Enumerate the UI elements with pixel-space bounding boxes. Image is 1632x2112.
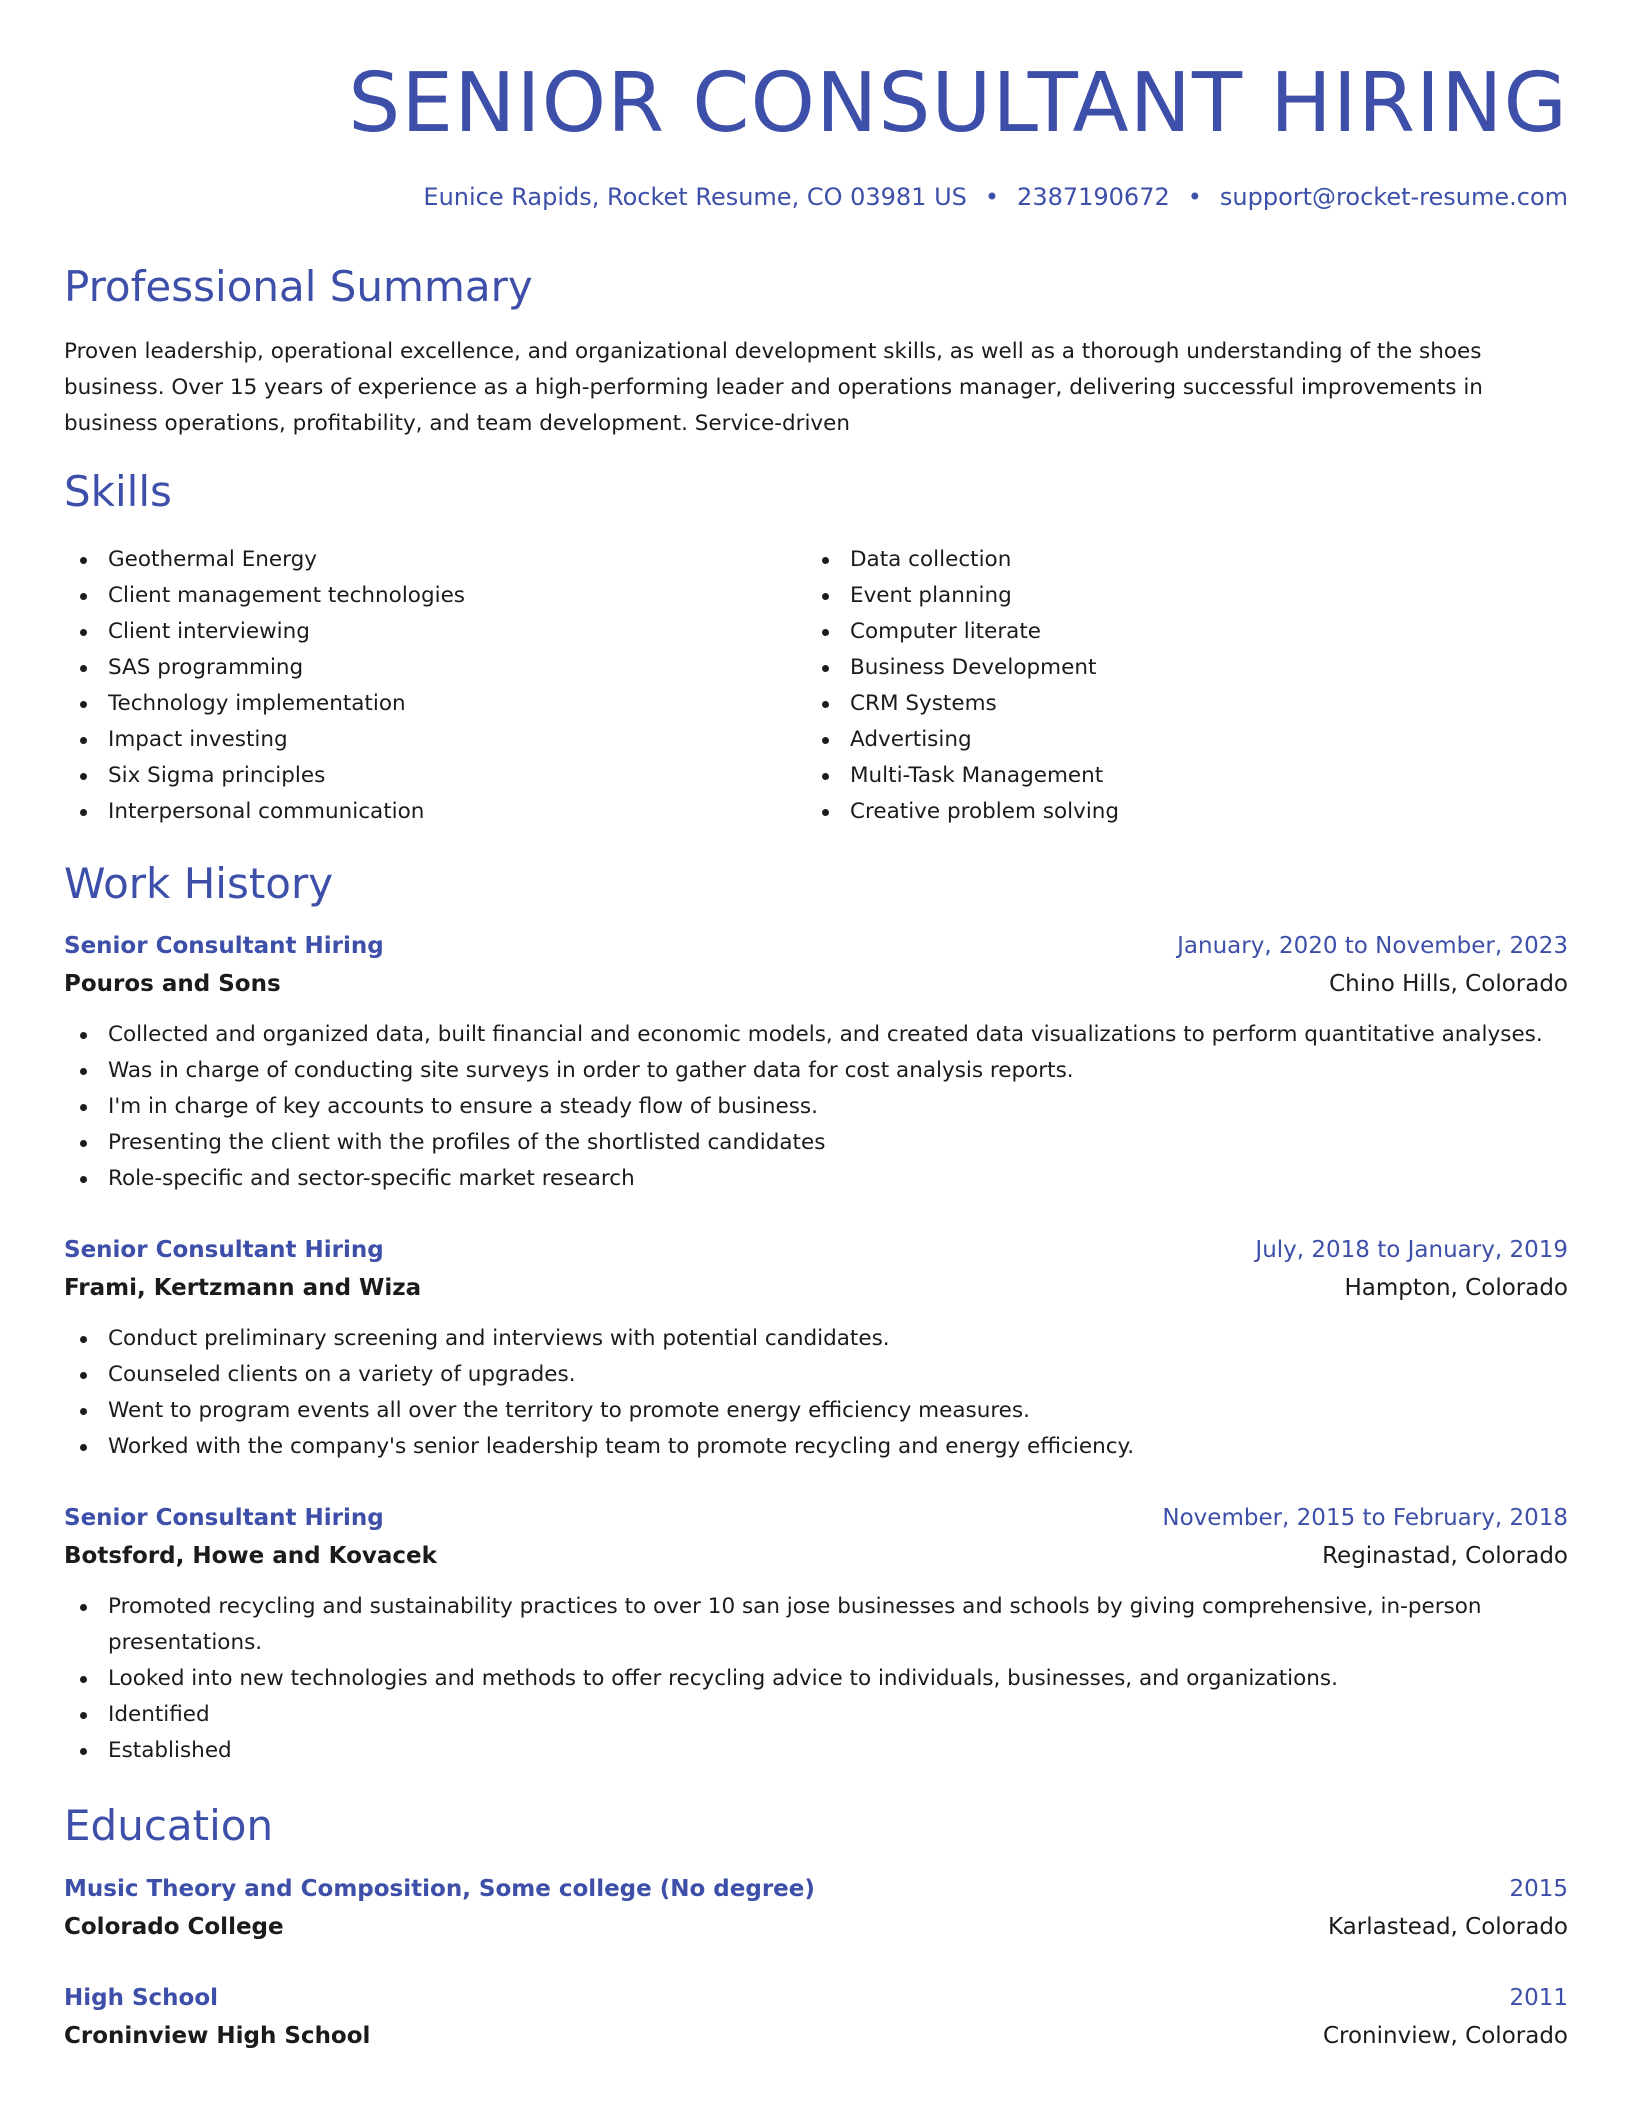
job-role: Senior Consultant Hiring <box>64 933 384 959</box>
job-company: Botsford, Howe and Kovacek <box>64 1543 437 1569</box>
education-degree: High School <box>64 1985 219 2011</box>
resume-title: SENIOR CONSULTANT HIRING <box>348 56 1568 151</box>
work-entry <box>64 1231 1568 1465</box>
job-bullet: Looked into new technologies and methods to offer recycling advice to individuals, businesses, and organizations. <box>64 1661 1568 1697</box>
skill-item: Technology implementation <box>64 686 465 722</box>
job-bullet: Role-specific and sector-specific market research <box>64 1161 1568 1197</box>
job-company: Pouros and Sons <box>64 971 281 997</box>
job-bullet: Promoted recycling and sustainability practices to over 10 san jose businesses and schools by giving comprehensive, in-person presentations. <box>64 1589 1568 1661</box>
skill-item: SAS programming <box>64 650 465 686</box>
work-entry <box>64 1499 1568 1769</box>
education-heading: Education <box>64 1801 274 1850</box>
education-year: 2015 <box>1509 1876 1568 1902</box>
job-bullet: Identified <box>64 1697 1568 1733</box>
contact-address: Eunice Rapids, Rocket Resume, CO 03981 US <box>423 183 967 211</box>
education-location: Croninview, Colorado <box>1322 2023 1568 2049</box>
job-bullet: Worked with the company's senior leadership team to promote recycling and energy efficiency. <box>64 1429 1568 1465</box>
job-location: Hampton, Colorado <box>1344 1275 1568 1301</box>
job-dates: November, 2015 to February, 2018 <box>1162 1505 1568 1531</box>
job-dates: January, 2020 to November, 2023 <box>1177 933 1568 959</box>
contact-separator: • <box>1187 183 1202 211</box>
skill-item: Advertising <box>806 722 1119 758</box>
education-school: Croninview High School <box>64 2023 371 2049</box>
skill-item: Interpersonal communication <box>64 794 465 830</box>
summary-text: Proven leadership, operational excellence, and organizational development skills, as well as a thorough understanding of the shoes business. Over 15 years of experience as a high-performing leader and operations manager, delivering successful improvements in business operations, profitability, and team development. Service-driven <box>64 339 1483 436</box>
summary-heading: Professional Summary <box>64 262 533 311</box>
skill-item: Data collection <box>806 542 1119 578</box>
skill-item: Creative problem solving <box>806 794 1119 830</box>
contact-phone: 2387190672 <box>1017 183 1170 211</box>
job-location: Reginastad, Colorado <box>1322 1543 1568 1569</box>
skill-item: Multi-Task Management <box>806 758 1119 794</box>
contact-line <box>423 180 1568 214</box>
education-degree: Music Theory and Composition, Some college (No degree) <box>64 1876 815 1902</box>
skill-item: Event planning <box>806 578 1119 614</box>
job-bullet: Established <box>64 1733 1568 1769</box>
job-bullet: I'm in charge of key accounts to ensure a steady flow of business. <box>64 1089 1568 1125</box>
skill-item: Geothermal Energy <box>64 542 465 578</box>
skills-list-right <box>806 542 1119 830</box>
education-location: Karlastead, Colorado <box>1328 1914 1568 1940</box>
education-entry <box>64 1870 1568 1946</box>
education-year: 2011 <box>1509 1985 1568 2011</box>
skill-item: CRM Systems <box>806 686 1119 722</box>
job-bullet: Presenting the client with the profiles of the shortlisted candidates <box>64 1125 1568 1161</box>
skill-item: Impact investing <box>64 722 465 758</box>
job-location: Chino Hills, Colorado <box>1329 971 1568 997</box>
job-bullet: Went to program events all over the territory to promote energy efficiency measures. <box>64 1393 1568 1429</box>
skill-item: Computer literate <box>806 614 1119 650</box>
job-role: Senior Consultant Hiring <box>64 1237 384 1263</box>
skills-list-left <box>64 542 465 830</box>
education-school: Colorado College <box>64 1914 284 1940</box>
job-bullet: Counseled clients on a variety of upgrades. <box>64 1357 1568 1393</box>
contact-email[interactable]: support@rocket-resume.com <box>1219 183 1568 211</box>
job-bullets <box>64 1017 1568 1197</box>
job-role: Senior Consultant Hiring <box>64 1505 384 1531</box>
education-entry <box>64 1979 1568 2055</box>
job-company: Frami, Kertzmann and Wiza <box>64 1275 422 1301</box>
job-bullet: Conduct preliminary screening and interviews with potential candidates. <box>64 1321 1568 1357</box>
skills-heading: Skills <box>64 467 172 516</box>
job-dates: July, 2018 to January, 2019 <box>1255 1237 1568 1263</box>
work-history-heading: Work History <box>64 859 334 908</box>
job-bullets <box>64 1321 1568 1465</box>
skill-item: Client management technologies <box>64 578 465 614</box>
resume-page <box>64 0 1568 2112</box>
skill-item: Client interviewing <box>64 614 465 650</box>
contact-separator: • <box>984 183 1000 211</box>
job-bullet: Collected and organized data, built financial and economic models, and created data visualizations to perform quantitative analyses. <box>64 1017 1568 1053</box>
work-entry <box>64 927 1568 1197</box>
skill-item: Six Sigma principles <box>64 758 465 794</box>
skill-item: Business Development <box>806 650 1119 686</box>
job-bullet: Was in charge of conducting site surveys in order to gather data for cost analysis reports. <box>64 1053 1568 1089</box>
job-bullets <box>64 1589 1568 1769</box>
